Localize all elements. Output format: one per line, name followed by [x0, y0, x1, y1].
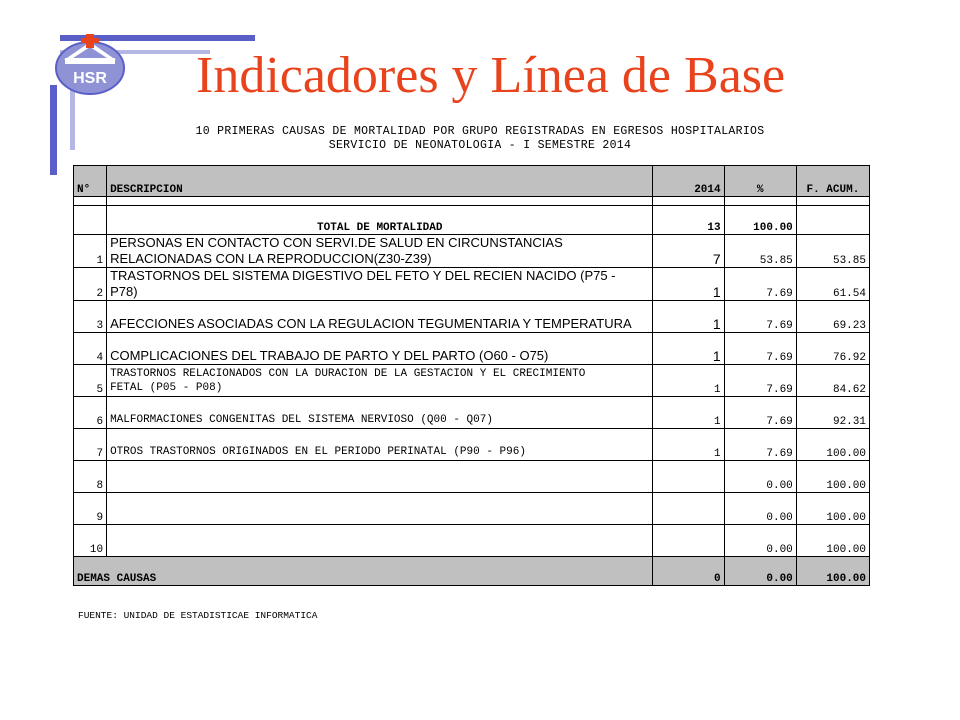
row-cumulative: 69.23 — [796, 301, 869, 333]
row-count: 1 — [653, 429, 724, 461]
source-note: FUENTE: UNIDAD DE ESTADISTICAE INFORMATICA — [78, 610, 318, 621]
row-number: 6 — [74, 397, 107, 429]
row-description — [107, 365, 653, 397]
row-description-line2: FETAL (P05 - P08) — [110, 382, 223, 394]
total-percent: 100.00 — [724, 206, 796, 235]
row-cumulative: 92.31 — [796, 397, 869, 429]
row-count: 1 — [653, 365, 724, 397]
row-description-line2 — [110, 478, 649, 492]
row-description — [107, 235, 653, 268]
row-description-line1 — [110, 464, 649, 478]
row-description-line1: PERSONAS EN CONTACTO CON SERVI.DE SALUD EN CIRCUNSTANCIAS — [110, 235, 563, 250]
row-description-line2 — [110, 510, 649, 524]
row-description — [107, 461, 653, 493]
row-description-line1 — [110, 496, 649, 510]
row-percent: 7.69 — [724, 333, 796, 365]
header-percent: % — [724, 166, 796, 197]
mortality-table — [73, 165, 870, 586]
row-percent: 0.00 — [724, 493, 796, 525]
row-description-line2: RELACIONADAS CON LA REPRODUCCION(Z30-Z39) — [110, 251, 432, 266]
row-description — [107, 333, 653, 365]
row-description-line2 — [110, 542, 649, 556]
row-number: 9 — [74, 493, 107, 525]
row-count: 1 — [653, 301, 724, 333]
table-row — [74, 461, 870, 493]
table-subtitle-line2: SERVICIO DE NEONATOLOGIA - I SEMESTRE 2014 — [328, 139, 632, 152]
row-cumulative: 100.00 — [796, 461, 869, 493]
row-description-line1: TRASTORNOS RELACIONADOS CON LA DURACION DE LA GESTACION Y EL CRECIMIENTO — [110, 368, 586, 380]
row-cumulative: 100.00 — [796, 525, 869, 557]
row-description — [107, 268, 653, 301]
row-description-line2: AFECCIONES ASOCIADAS CON LA REGULACION TEGUMENTARIA Y TEMPERATURA — [110, 316, 632, 331]
row-number: 7 — [74, 429, 107, 461]
row-number: 3 — [74, 301, 107, 333]
row-count: 1 — [653, 397, 724, 429]
row-number: 5 — [74, 365, 107, 397]
row-percent: 7.69 — [724, 301, 796, 333]
row-description — [107, 301, 653, 333]
header-description: DESCRIPCION — [107, 166, 653, 197]
row-description-line1 — [110, 334, 649, 348]
table-row — [74, 333, 870, 365]
total-row — [74, 206, 870, 235]
row-count: 7 — [653, 235, 724, 268]
row-description-line1: TRASTORNOS DEL SISTEMA DIGESTIVO DEL FETO Y DEL RECIEN NACIDO (P75 - — [110, 268, 616, 283]
row-number: 10 — [74, 525, 107, 557]
row-description-line2: P78) — [110, 284, 138, 299]
row-number: 1 — [74, 235, 107, 268]
row-percent: 7.69 — [724, 268, 796, 301]
table-row — [74, 493, 870, 525]
table-row — [74, 235, 870, 268]
table-row — [74, 429, 870, 461]
row-description-line1 — [110, 400, 649, 414]
row-count — [653, 461, 724, 493]
table-header-row — [74, 166, 870, 197]
row-description — [107, 493, 653, 525]
row-cumulative: 76.92 — [796, 333, 869, 365]
table-row — [74, 397, 870, 429]
row-count: 1 — [653, 268, 724, 301]
row-percent: 7.69 — [724, 429, 796, 461]
row-description-line1 — [110, 302, 649, 316]
row-description-line2: MALFORMACIONES CONGENITAS DEL SISTEMA NERVIOSO (Q00 - Q07) — [110, 414, 493, 426]
row-count — [653, 493, 724, 525]
logo-text: HSR — [73, 70, 107, 87]
row-description-line1 — [110, 528, 649, 542]
row-cumulative: 100.00 — [796, 429, 869, 461]
total-count: 13 — [653, 206, 724, 235]
row-description-line1 — [110, 432, 649, 446]
table-row — [74, 268, 870, 301]
row-cumulative: 53.85 — [796, 235, 869, 268]
row-description — [107, 429, 653, 461]
row-number: 4 — [74, 333, 107, 365]
table-row — [74, 365, 870, 397]
row-count: 1 — [653, 333, 724, 365]
row-cumulative: 84.62 — [796, 365, 869, 397]
other-causes-row — [74, 557, 870, 586]
row-percent: 7.69 — [724, 365, 796, 397]
row-description — [107, 525, 653, 557]
row-description — [107, 397, 653, 429]
row-percent: 7.69 — [724, 397, 796, 429]
row-cumulative: 100.00 — [796, 493, 869, 525]
header-cumulative: F. ACUM. — [796, 166, 869, 197]
total-label: TOTAL DE MORTALIDAD — [107, 206, 653, 235]
row-percent: 0.00 — [724, 461, 796, 493]
row-number: 2 — [74, 268, 107, 301]
row-percent: 53.85 — [724, 235, 796, 268]
hospital-logo — [50, 30, 130, 100]
row-description-line2: OTROS TRASTORNOS ORIGINADOS EN EL PERIODO PERINATAL (P90 - P96) — [110, 446, 526, 458]
row-count — [653, 525, 724, 557]
header-n: N° — [74, 166, 107, 197]
other-causes-count: 0 — [653, 557, 724, 586]
other-causes-label: DEMAS CAUSAS — [74, 557, 653, 586]
other-causes-cumulative: 100.00 — [796, 557, 869, 586]
row-percent: 0.00 — [724, 525, 796, 557]
header-year: 2014 — [653, 166, 724, 197]
slide-title: Indicadores y Línea de Base — [196, 47, 786, 104]
row-description-line2: COMPLICACIONES DEL TRABAJO DE PARTO Y DEL PARTO (O60 - O75) — [110, 348, 549, 363]
table-subtitle-line1: 10 PRIMERAS CAUSAS DE MORTALIDAD POR GRUPO REGISTRADAS EN EGRESOS HOSPITALARIOS — [195, 125, 765, 138]
other-causes-percent: 0.00 — [724, 557, 796, 586]
table-row — [74, 301, 870, 333]
row-cumulative: 61.54 — [796, 268, 869, 301]
row-number: 8 — [74, 461, 107, 493]
spacer-row — [74, 197, 870, 206]
table-row — [74, 525, 870, 557]
